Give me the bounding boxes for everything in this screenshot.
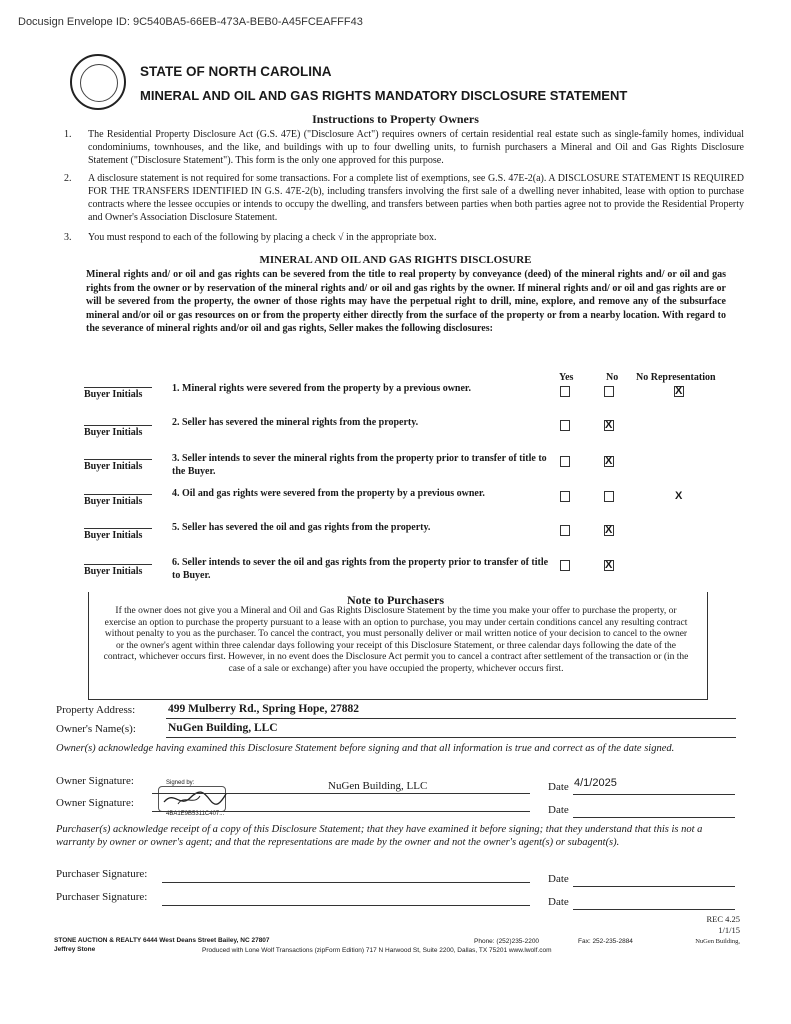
- owner-date-line-1: [573, 794, 735, 795]
- buyer-initials-line[interactable]: [84, 425, 152, 426]
- owner-name-label: Owner's Name(s):: [56, 723, 136, 735]
- purchaser-acknowledgement: Purchaser(s) acknowledge receipt of a copy of this Disclosure Statement; that they have examined it before signing; that they understand that this is not a warranty by owner or owner's agent; and that the representations are made by the owner and not the owner's agent(s) or subagent(s).: [56, 824, 703, 848]
- section-title: MINERAL AND OIL AND GAS RIGHTS DISCLOSURE: [259, 254, 532, 266]
- property-address-field[interactable]: 499 Mulberry Rd., Spring Hope, 27882: [168, 703, 360, 715]
- rec-code: REC 4.25: [706, 914, 740, 924]
- section-text: Mineral rights and/ or oil and gas rights can be severed from the title to real property by conveyance (deed) of the mineral rights and/ or oil and gas rights from the owner or by reservation of the mineral rights and/ or oil and gas rights by the owner. If mineral rights and/ or oil and gas rights are or will be severed from the property, the owner of those rights may have the perpetual right to drill, mine, explore, and remove any of the subsurface mineral and/or oil or gas resources on or from the property either directly from the surface of the property or from a nearby location. With regard to the severance of mineral rights and/or oil and gas rights, Seller makes the following disclosures:: [86, 269, 726, 334]
- owner-signature-line-2[interactable]: [152, 811, 530, 812]
- state-heading: STATE OF NORTH CAROLINA: [140, 64, 332, 79]
- checkbox-yes[interactable]: [560, 560, 570, 571]
- signed-by-label: Signed by:: [166, 780, 195, 786]
- owner-date-label-2: Date: [548, 804, 569, 816]
- footer-agent: Jeffrey Stone: [54, 946, 96, 953]
- buyer-initials-label: Buyer Initials: [84, 566, 143, 577]
- purchaser-signature-label-1: Purchaser Signature:: [56, 868, 148, 880]
- check-mark-norep: X: [675, 490, 683, 502]
- purchaser-signature-line-1[interactable]: [162, 882, 530, 883]
- check-mark-no: X: [605, 559, 613, 571]
- buyer-initials-label: Buyer Initials: [84, 461, 143, 472]
- buyer-initials-label: Buyer Initials: [84, 389, 143, 400]
- checkbox-yes[interactable]: [560, 456, 570, 467]
- buyer-initials-line[interactable]: [84, 528, 152, 529]
- question-2: 2. Seller has severed the mineral rights from the property.: [172, 417, 419, 428]
- instructions-heading: Instructions to Property Owners: [312, 112, 479, 126]
- checkbox-yes[interactable]: [560, 386, 570, 397]
- col-no-representation: No Representation: [636, 372, 716, 383]
- footer-produced: Produced with Lone Wolf Transactions (zipForm Edition) 717 N Harwood St, Suite 2200, Dallas, TX 75201 www.lwolf.com: [202, 947, 552, 954]
- note-text: If the owner does not give you a Mineral and Oil and Gas Rights Disclosure Statement by the time you make your offer to purchase the property, or exercise an option to purchase the property pursuant to a lease with an option to purchase, you may under certain conditions cancel any resulting contract without penalty to you as the purchaser. To cancel the contract, you must personally deliver or mail written notice of your decision to cancel to the owner or the owner's agent within three calendar days following your receipt of this Disclosure Statement, or three calendar days following the date of the contract, whichever occurs first. However, in no event does the Disclosure Act permit you to cancel a contract after settlement of the transaction or (in the case of a sale or exchange) after you have occupied the property, whichever occurs first.: [103, 606, 689, 674]
- purchaser-signature-label-2: Purchaser Signature:: [56, 891, 148, 903]
- purchaser-date-line-2[interactable]: [573, 909, 735, 910]
- checkbox-no[interactable]: [604, 491, 614, 502]
- owner-signature-name: NuGen Building, LLC: [328, 780, 428, 792]
- note-title: Note to Purchasers: [346, 593, 445, 607]
- owner-name-line: [166, 737, 736, 738]
- buyer-initials-line[interactable]: [84, 459, 152, 460]
- rec-owner: NuGen Building,: [695, 938, 740, 945]
- checkbox-no[interactable]: [604, 386, 614, 397]
- property-address-line: [166, 718, 736, 719]
- footer-fax: Fax: 252-235-2884: [578, 938, 633, 945]
- buyer-initials-line[interactable]: [84, 494, 152, 495]
- question-4: 4. Oil and gas rights were severed from the property by a previous owner.: [172, 488, 485, 499]
- property-address-label: Property Address:: [56, 704, 136, 716]
- owner-date-line-2[interactable]: [573, 817, 735, 818]
- question-1: 1. Mineral rights were severed from the property by a previous owner.: [172, 383, 471, 394]
- owner-signature-label-2: Owner Signature:: [56, 797, 134, 809]
- question-6: 6. Seller intends to sever the oil and gas rights from the property prior to transfer of title to Buyer.: [172, 557, 549, 581]
- question-3: 3. Seller intends to sever the mineral rights from the property prior to transfer of title to the Buyer.: [172, 453, 547, 477]
- buyer-initials-label: Buyer Initials: [84, 530, 143, 541]
- question-5: 5. Seller has severed the oil and gas rights from the property.: [172, 522, 431, 533]
- signature-image: [160, 786, 230, 810]
- checkbox-yes[interactable]: [560, 491, 570, 502]
- instruction-2: 2. A disclosure statement is not required for some transactions. For a complete list of exemptions, see G.S. 47E-2(a). A DISCLOSURE STATEMENT IS REQUIRED FOR THE TRANSFERS IDENTIFIED IN G.S. 47E-2(b), including transfers involving the first sale of a dwelling never inhabited, lease with option to purchase contracts where the lessee occupies or intends to occupy the dwelling, and transfers between parties when both parties agree not to provide the Residential Property and Owner's Association Disclosure Statement.: [64, 173, 744, 223]
- buyer-initials-label: Buyer Initials: [84, 427, 143, 438]
- col-yes: Yes: [559, 372, 574, 383]
- owner-date-field[interactable]: 4/1/2025: [574, 777, 617, 789]
- owner-acknowledgement: Owner(s) acknowledge having examined this Disclosure Statement before signing and that all information is true and correct as of the date signed.: [56, 743, 675, 754]
- form-title: MINERAL AND OIL AND GAS RIGHTS MANDATORY DISCLOSURE STATEMENT: [140, 88, 628, 103]
- buyer-initials-line[interactable]: [84, 564, 152, 565]
- envelope-id: Docusign Envelope ID: 9C540BA5-66EB-473A-BEB0-A45FCEAFFF43: [18, 16, 363, 28]
- instruction-3: 3. You must respond to each of the following by placing a check √ in the appropriate box.: [64, 232, 437, 243]
- owner-date-label-1: Date: [548, 781, 569, 793]
- footer-phone: Phone: (252)235-2200: [474, 938, 540, 945]
- purchaser-signature-line-2[interactable]: [162, 905, 530, 906]
- rec-date: 1/1/15: [718, 925, 740, 935]
- check-mark-norep: X: [675, 385, 683, 397]
- check-mark-no: X: [605, 419, 613, 431]
- checkbox-yes[interactable]: [560, 420, 570, 431]
- purchaser-date-label-2: Date: [548, 896, 569, 908]
- owner-signature-label-1: Owner Signature:: [56, 775, 134, 787]
- check-mark-no: X: [605, 455, 613, 467]
- col-no: No: [606, 372, 619, 383]
- footer-company: STONE AUCTION & REALTY 6444 West Deans Street Bailey, NC 27807: [54, 937, 270, 944]
- owner-name-field[interactable]: NuGen Building, LLC: [168, 722, 278, 734]
- buyer-initials-label: Buyer Initials: [84, 496, 143, 507]
- purchaser-date-line-1[interactable]: [573, 886, 735, 887]
- owner-signature-line-1: [152, 793, 530, 794]
- purchaser-date-label-1: Date: [548, 873, 569, 885]
- signature-id: 4BA1E9B5311C407...: [166, 811, 225, 817]
- instruction-1: 1. The Residential Property Disclosure Act (G.S. 47E) ("Disclosure Act") requires owners of certain residential real estate such as single-family homes, individual condominiums, townhouses, and the like, and buildings with up to four dwelling units, to furnish purchasers a Mineral and Oil and Gas Rights Disclosure Statement ("Disclosure Statement"). This form is the only one approved for this purpose.: [64, 129, 744, 166]
- buyer-initials-line[interactable]: [84, 387, 152, 388]
- rec-block: [690, 914, 740, 947]
- state-seal-icon: [70, 54, 126, 110]
- check-mark-no: X: [605, 524, 613, 536]
- checkbox-yes[interactable]: [560, 525, 570, 536]
